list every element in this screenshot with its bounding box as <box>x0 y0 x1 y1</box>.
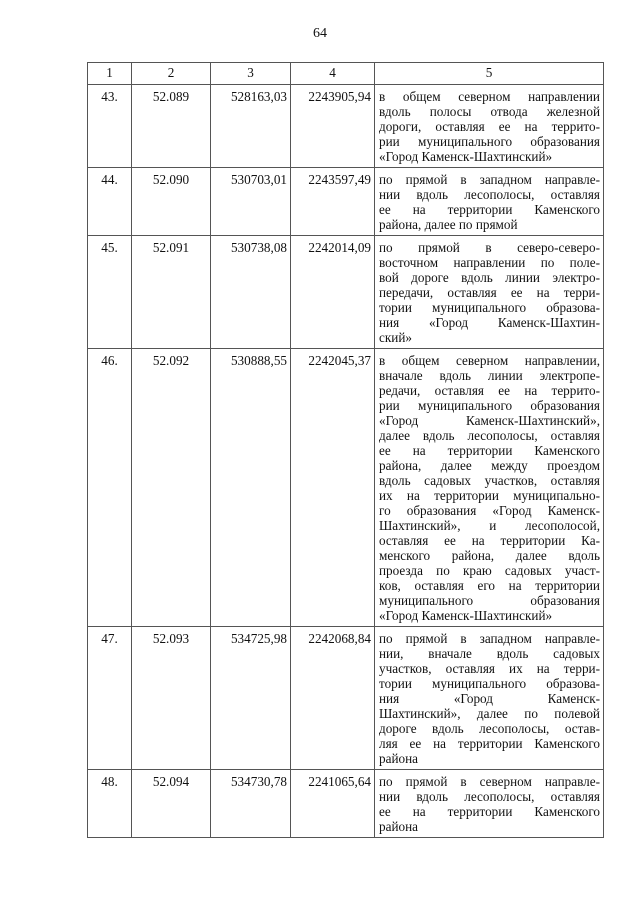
description-cell <box>375 236 604 349</box>
page-number: 64 <box>313 26 327 41</box>
description-line: района, далее между проездом <box>379 458 600 473</box>
description-line: дороге вдоль лесополосы, остав- <box>379 721 600 736</box>
description-line: восточном направлении по поле- <box>379 255 600 270</box>
description-line: го образования «Город Каменск- <box>379 503 600 518</box>
description-line: нии вдоль лесополосы, оставляя <box>379 187 600 202</box>
x-coordinate-cell: 530888,55 <box>211 349 291 627</box>
x-coordinate-cell: 534730,78 <box>211 770 291 838</box>
description-line: вдоль садовых участков, оставляя <box>379 473 600 488</box>
row-number-cell: 45. <box>88 236 132 349</box>
description-cell <box>375 168 604 236</box>
table-body <box>88 85 604 838</box>
description-line: их на территории муниципально- <box>379 488 600 503</box>
description-line: вначале вдоль линии электропе- <box>379 368 600 383</box>
description-cell <box>375 349 604 627</box>
row-number-cell: 47. <box>88 627 132 770</box>
description-line: тории муниципального образова- <box>379 300 600 315</box>
table-row <box>88 85 604 168</box>
x-coordinate-cell: 534725,98 <box>211 627 291 770</box>
description-line: ее на территории Каменского <box>379 804 600 819</box>
description-line: ния «Город Каменск-Шахтин- <box>379 315 600 330</box>
row-number-cell: 44. <box>88 168 132 236</box>
description-line: участков, оставляя их на терри- <box>379 661 600 676</box>
y-coordinate-cell: 2243905,94 <box>291 85 375 168</box>
description-line: тории муниципального образова- <box>379 676 600 691</box>
description-line: менского района, далее вдоль <box>379 548 600 563</box>
x-coordinate-cell: 530738,08 <box>211 236 291 349</box>
description-line: рии муниципального образования <box>379 134 600 149</box>
description-line: в общем северном направлении, <box>379 353 600 368</box>
y-coordinate-cell: 2242068,84 <box>291 627 375 770</box>
description-line: ков, оставляя его на территории <box>379 578 600 593</box>
description-line: по прямой в северо-северо- <box>379 240 600 255</box>
description-line: дороги, оставляя ее на террито- <box>379 119 600 134</box>
description-line: Шахтинский», далее по полевой <box>379 706 600 721</box>
row-number-cell: 43. <box>88 85 132 168</box>
column-header-5: 5 <box>375 63 604 85</box>
point-id-cell: 52.091 <box>132 236 211 349</box>
description-line: ее на территории Каменского <box>379 443 600 458</box>
boundary-table <box>87 62 604 838</box>
column-header-4: 4 <box>291 63 375 85</box>
description-line: муниципального образования <box>379 593 600 608</box>
point-id-cell: 52.094 <box>132 770 211 838</box>
description-line: оставляя ее на территории Ка- <box>379 533 600 548</box>
description-line: нии, вначале вдоль садовых <box>379 646 600 661</box>
description-cell <box>375 627 604 770</box>
table-row <box>88 627 604 770</box>
description-line: рии муниципального образования <box>379 398 600 413</box>
description-line: в общем северном направлении <box>379 89 600 104</box>
table-row <box>88 770 604 838</box>
description-line: ния «Город Каменск- <box>379 691 600 706</box>
y-coordinate-cell: 2243597,49 <box>291 168 375 236</box>
description-line: района, далее по прямой <box>379 217 518 232</box>
table-row <box>88 168 604 236</box>
description-line: нии вдоль лесополосы, оставляя <box>379 789 600 804</box>
description-line: района <box>379 751 419 766</box>
description-line: редачи, оставляя ее на террито- <box>379 383 600 398</box>
description-line: ский» <box>379 330 412 345</box>
column-header-3: 3 <box>211 63 291 85</box>
description-line: по прямой в северном направле- <box>379 774 600 789</box>
table-header-row <box>88 63 604 85</box>
description-line: ее на территории Каменского <box>379 202 600 217</box>
description-line: проезда по краю садовых участ- <box>379 563 600 578</box>
y-coordinate-cell: 2242014,09 <box>291 236 375 349</box>
point-id-cell: 52.092 <box>132 349 211 627</box>
x-coordinate-cell: 528163,03 <box>211 85 291 168</box>
description-line: по прямой в западном направле- <box>379 631 600 646</box>
description-cell <box>375 770 604 838</box>
description-line: вой дороге вдоль линии электро- <box>379 270 600 285</box>
description-line: «Город Каменск-Шахтинский» <box>379 608 553 623</box>
description-line: по прямой в западном направле- <box>379 172 600 187</box>
point-id-cell: 52.089 <box>132 85 211 168</box>
description-line: Шахтинский», и лесополосой, <box>379 518 600 533</box>
table-row <box>88 236 604 349</box>
column-header-1: 1 <box>88 63 132 85</box>
row-number-cell: 48. <box>88 770 132 838</box>
y-coordinate-cell: 2242045,37 <box>291 349 375 627</box>
description-line: района <box>379 819 419 834</box>
description-line: передачи, оставляя ее на терри- <box>379 285 600 300</box>
x-coordinate-cell: 530703,01 <box>211 168 291 236</box>
description-line: «Город Каменск-Шахтинский», <box>379 413 600 428</box>
table-row <box>88 349 604 627</box>
y-coordinate-cell: 2241065,64 <box>291 770 375 838</box>
description-line: «Город Каменск-Шахтинский» <box>379 149 553 164</box>
description-line: далее вдоль лесополосы, оставляя <box>379 428 600 443</box>
point-id-cell: 52.090 <box>132 168 211 236</box>
column-header-2: 2 <box>132 63 211 85</box>
description-line: вдоль полосы отвода железной <box>379 104 600 119</box>
description-cell <box>375 85 604 168</box>
row-number-cell: 46. <box>88 349 132 627</box>
description-line: ляя ее на территории Каменского <box>379 736 600 751</box>
point-id-cell: 52.093 <box>132 627 211 770</box>
